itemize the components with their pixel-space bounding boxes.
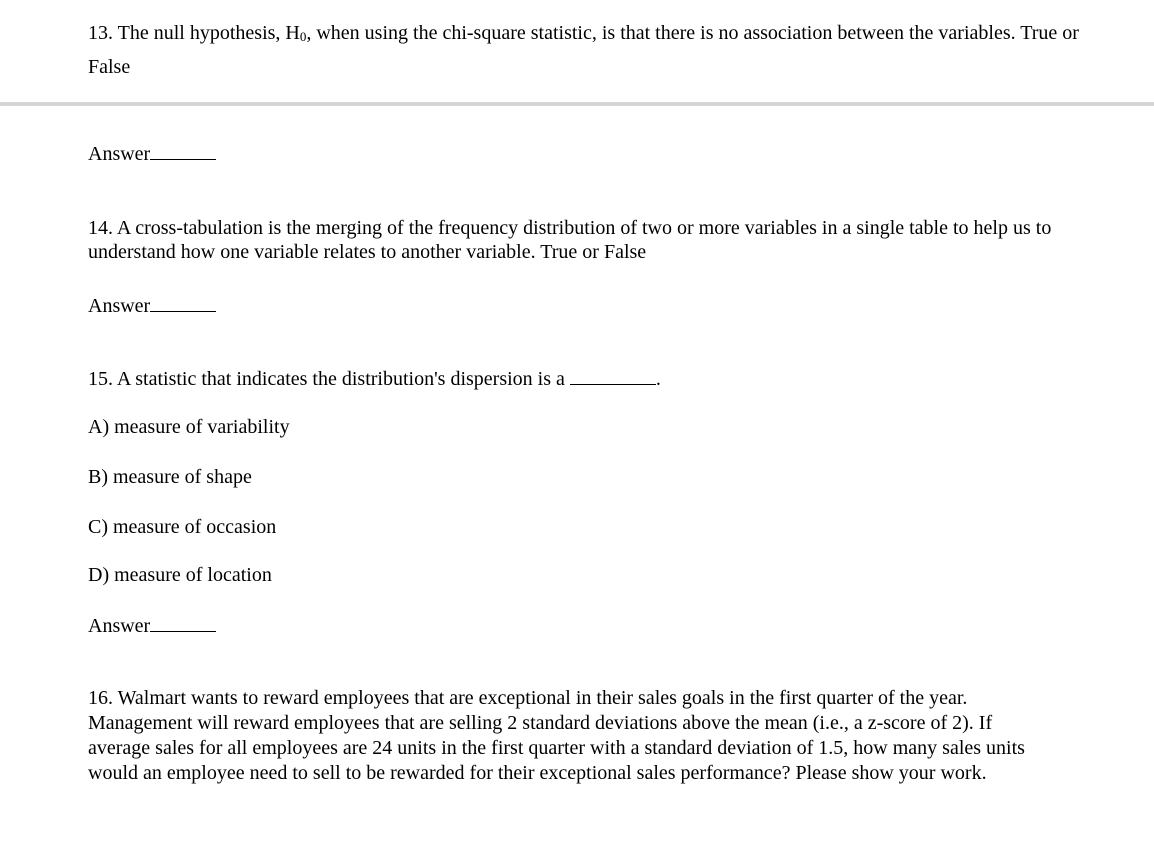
option-b: B) measure of shape [88, 466, 252, 488]
answer-label: Answer [88, 615, 151, 637]
question-14: 14. A cross-tabulation is the merging of the frequency distribution of two or more variables in a single table to help us to understand how one variable relates to another variable. True or False [88, 217, 1052, 263]
answer-blank-line[interactable] [150, 145, 216, 160]
answer-blank-line[interactable] [150, 297, 216, 312]
question-13-subscript: 0 [299, 29, 307, 44]
answer-14 [88, 294, 216, 318]
answer-15 [88, 614, 216, 638]
section-divider [0, 102, 1154, 106]
answer-13 [88, 142, 216, 166]
question-16: 16. Walmart wants to reward employees that are exceptional in their sales goals in the first quarter of the year. Management will reward employees that are selling 2 standard deviations above the mean (i.e., a z-score of 2). If average sales for all employees are 24 units in the first quarter with a standard deviation of 1.5, how many sales units would an employee need to sell to be rewarded for their exceptional sales performance? Please show your work. [88, 687, 1025, 784]
answer-blank-line[interactable] [150, 617, 216, 632]
option-d: D) measure of location [88, 564, 272, 586]
question-15-stem-end: . [655, 368, 661, 390]
question-15-stem: 15. A statistic that indicates the distribution's dispersion is a [88, 368, 565, 390]
question-13 [88, 18, 1088, 82]
question-15 [88, 366, 1088, 392]
question-15-blank [570, 370, 656, 385]
answer-label: Answer [88, 143, 151, 165]
option-c: C) measure of occasion [88, 516, 277, 538]
answer-label: Answer [88, 295, 151, 317]
question-13-text-after: , when using the chi-square statistic, is that there is no association between the variables. True or False [88, 22, 1079, 78]
question-13-text-before: 13. The null hypothesis, H [88, 22, 300, 44]
option-a: A) measure of variability [88, 416, 290, 438]
